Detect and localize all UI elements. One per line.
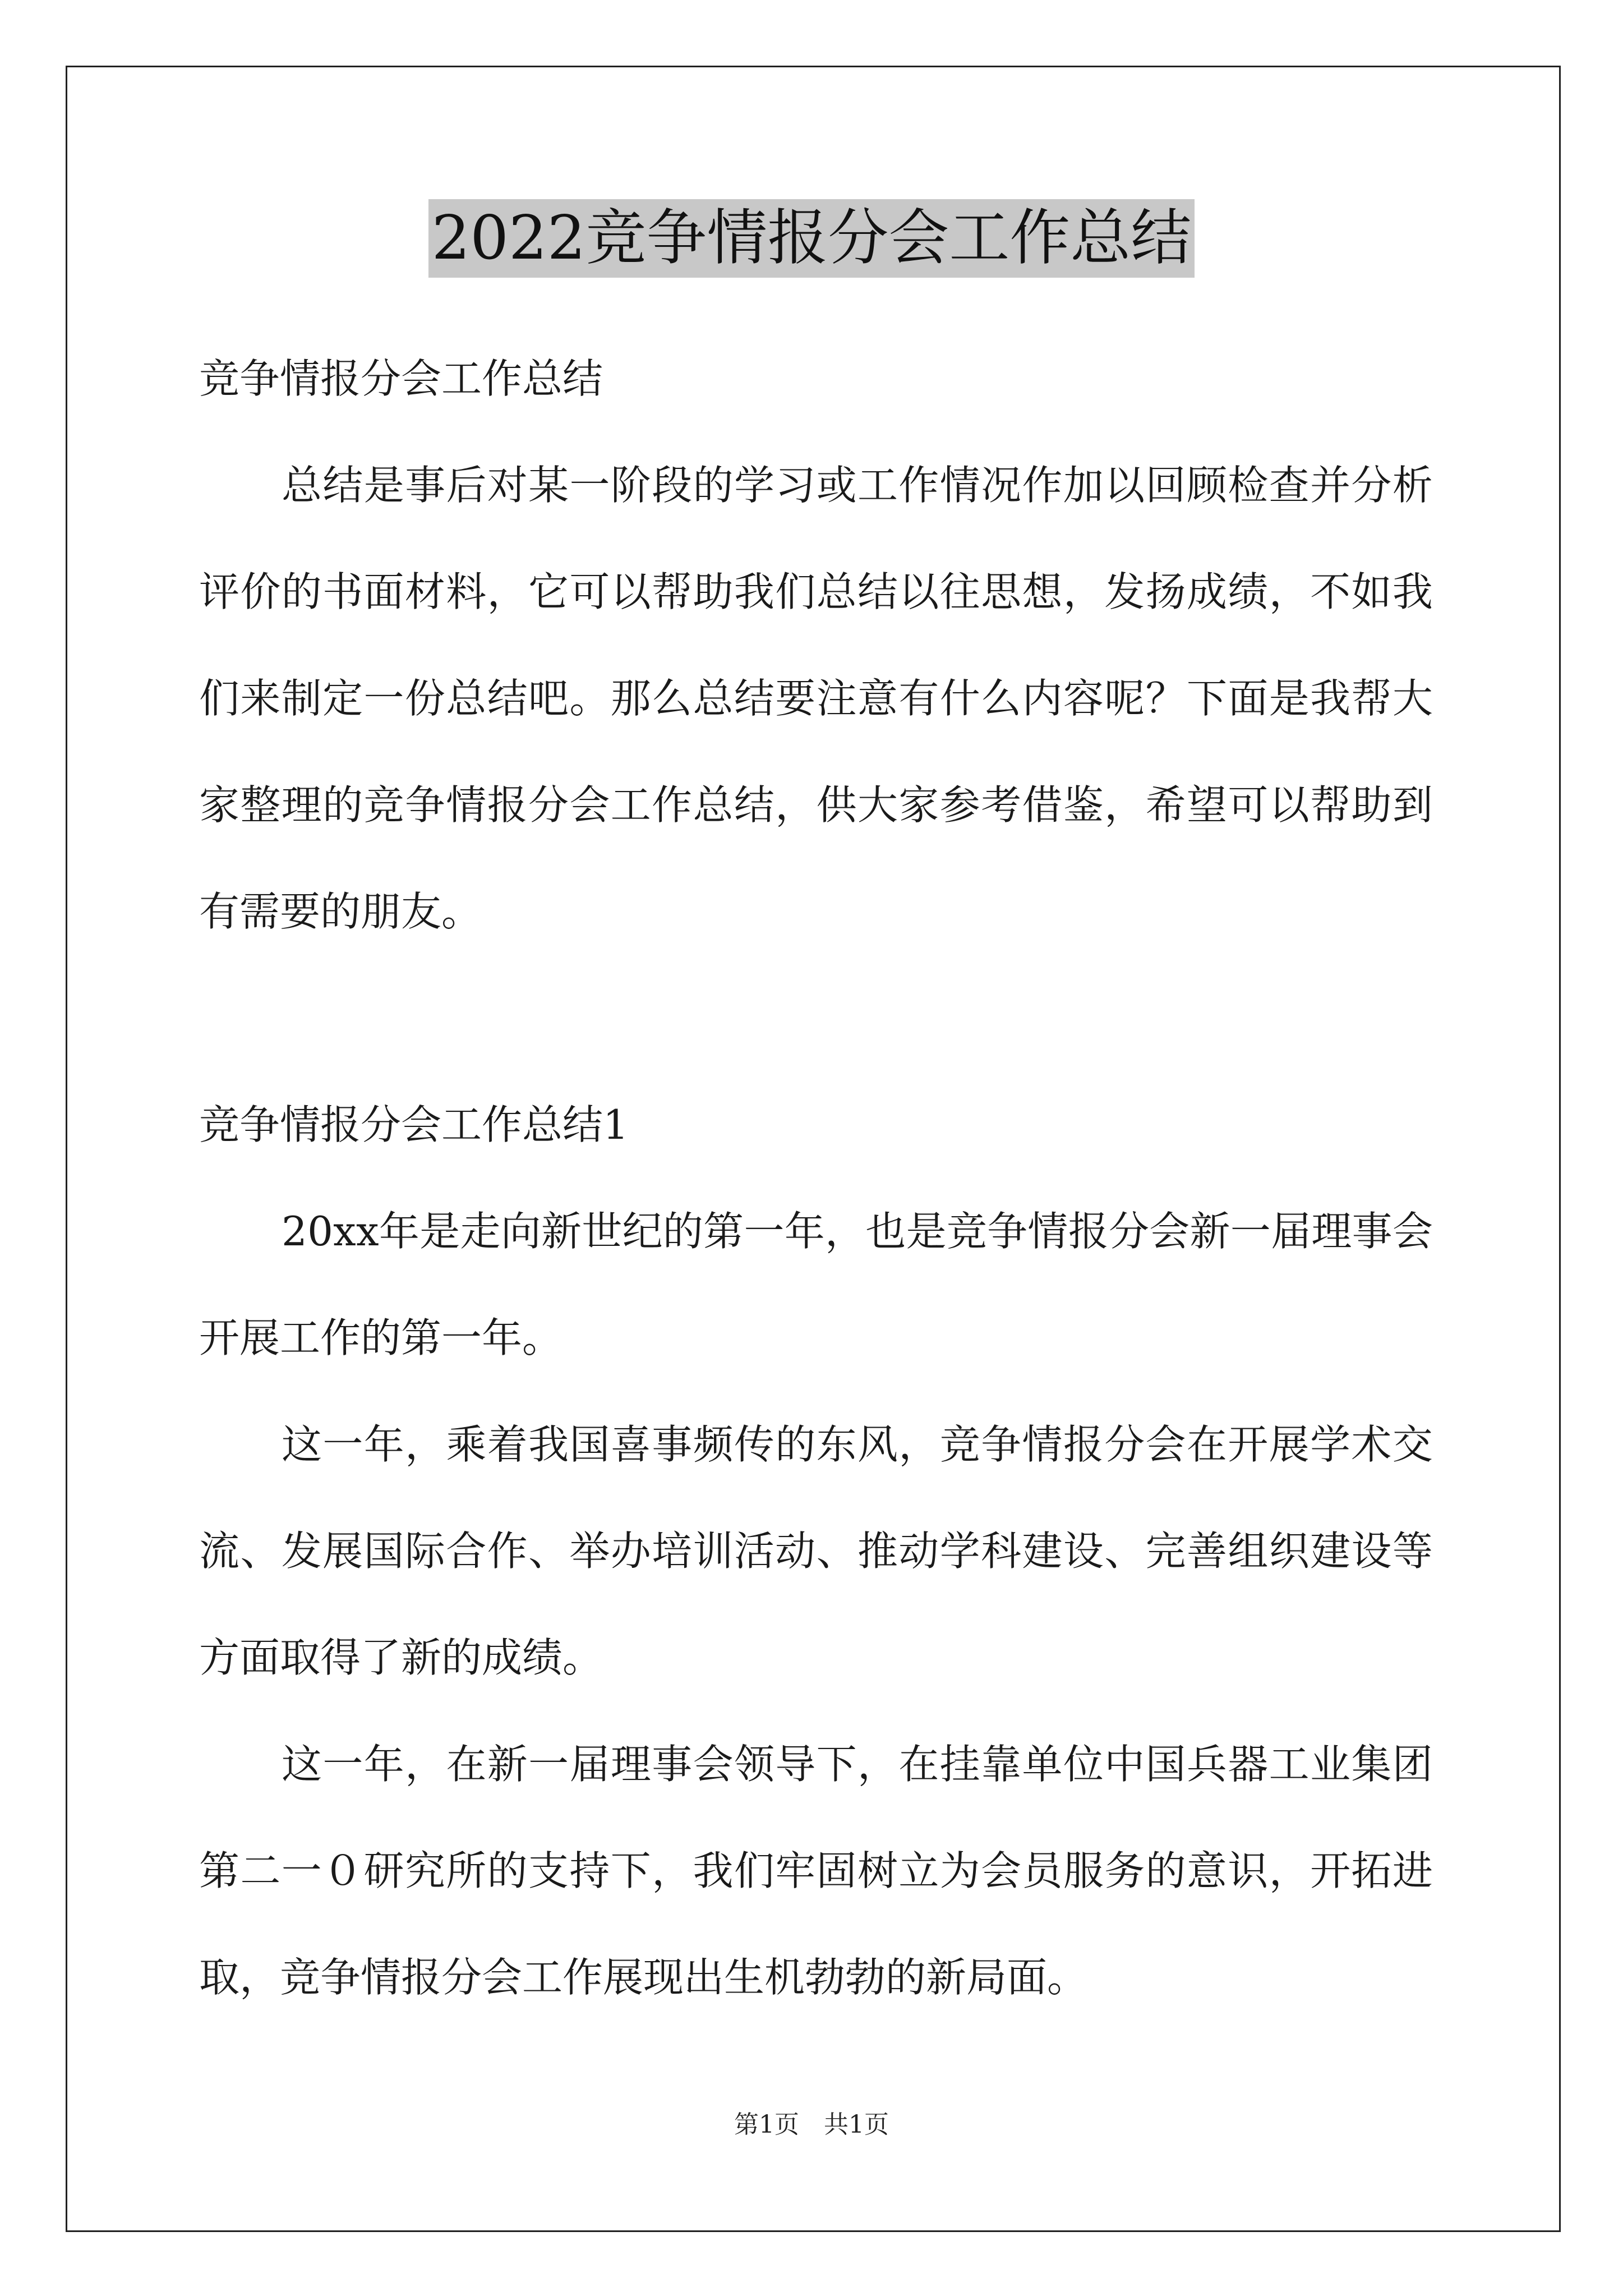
para2-line-3: 方面取得了新的成绩。 (199, 1634, 603, 1681)
intro-line-4: 家 整 理 的 竞 争 情 报 分 会 工 作 总 结 ， 供 大 家 参 考 借 鉴 ， 希 望 可 以 帮 助 到 (199, 781, 1433, 829)
para2-line-1: 这 一 年 ， 乘 着 我 国 喜 事 频 传 的 东 风 ， 竞 争 情 报 分 会 在 开 展 学 术 交 (282, 1421, 1433, 1468)
document-subtitle: 竞争情报分会工作总结 (199, 355, 603, 402)
para2-line-2: 流 、 发 展 国 际 合 作 、 举 办 培 训 活 动 、 推 动 学 科 建 设 、 完 善 组 织 建 设 等 (199, 1527, 1433, 1575)
para1-line-2: 开展工作的第一年。 (199, 1314, 563, 1361)
para3-line-3: 取，竞争情报分会工作展现出生机勃勃的新局面。 (199, 1954, 1088, 2001)
title-container (0, 199, 1623, 278)
document-title: 2022竞争情报分会工作总结 (428, 199, 1195, 278)
intro-line-1: 总 结 是 事 后 对 某 一 阶 段 的 学 习 或 工 作 情 况 作 加 以 回 顾 检 查 并 分 析 (282, 462, 1433, 509)
para3-line-1: 这 一 年 ， 在 新 一 届 理 事 会 领 导 下 ， 在 挂 靠 单 位 中 国 兵 器 工 业 集 团 (282, 1741, 1433, 1788)
para3-line-2: 第 二 一 ０ 研 究 所 的 支 持 下 ， 我 们 牢 固 树 立 为 会 员 服 务 的 意 识 ， 开 拓 进 (199, 1847, 1433, 1894)
intro-line-3: 们 来 制 定 一 份 总 结 吧 。 那 么 总 结 要 注 意 有 什 么 内 容 呢 ？ 下 面 是 我 帮 大 (199, 675, 1433, 722)
intro-line-2: 评 价 的 书 面 材 料 ， 它 可 以 帮 助 我 们 总 结 以 往 思 想 ， 发 扬 成 绩 ， 不 如 我 (199, 568, 1433, 615)
section-heading: 竞争情报分会工作总结1 (199, 1101, 629, 1148)
para1-line-1: 2 0 x x 年 是 走 向 新 世 纪 的 第 一 年 ， 也 是 竞 争 情 报 分 会 新 一 届 理 事 会 (282, 1208, 1433, 1255)
intro-line-5: 有需要的朋友。 (199, 888, 482, 935)
page-footer: 第1页 共1页 (734, 2110, 889, 2139)
